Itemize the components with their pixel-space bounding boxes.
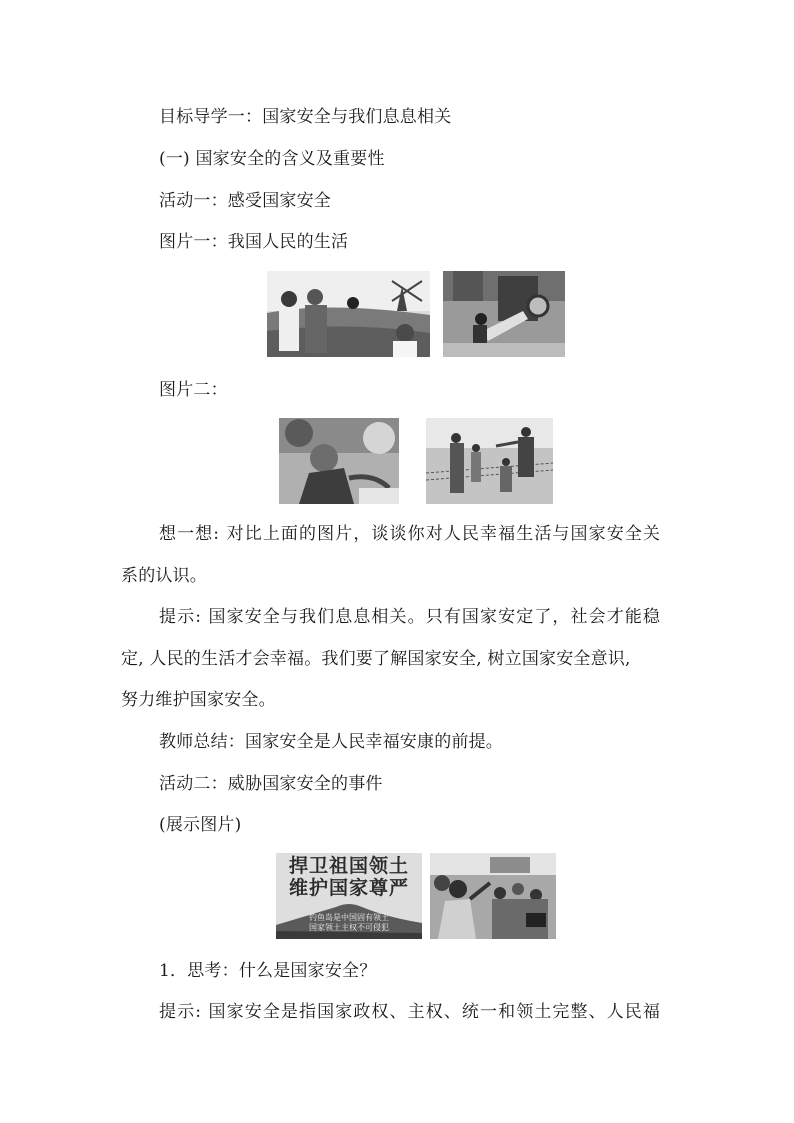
activity-two-title: 活动二：威胁国家安全的事件 xyxy=(159,774,383,794)
photo-crying-child xyxy=(279,418,399,504)
hint-line3: 努力维护国家安全。 xyxy=(121,690,276,710)
banner-small-line1: 钓鱼岛是中国固有领土 xyxy=(309,913,389,922)
hint-line1: 提示: 国家安全与我们息息相关。只有国家安定了，社会才能稳 xyxy=(159,607,662,627)
picture-one-caption: 图片一：我国人民的生活 xyxy=(159,232,349,252)
photo-protest-crowd xyxy=(430,853,556,939)
think-prompt-line1: 想一想: 对比上面的图片，谈谈你对人民幸福生活与国家安全关 xyxy=(159,524,662,544)
banner-title-line1: 捍卫祖国领土 xyxy=(288,855,409,877)
show-pictures-note: (展示图片) xyxy=(159,815,242,835)
heading-goal-one: 目标导学一：国家安全与我们息息相关 xyxy=(159,107,452,127)
photo-playground-slide xyxy=(443,271,565,357)
photo-territory-banner xyxy=(276,853,422,939)
activity-one-title: 活动一：感受国家安全 xyxy=(159,191,331,211)
photo-barbed-wire-refugees xyxy=(426,418,553,504)
heading-meaning: (一) 国家安全的含义及重要性 xyxy=(159,149,385,169)
banner-title-line2: 维护国家尊严 xyxy=(288,877,409,899)
picture-two-caption: 图片二： xyxy=(159,380,228,400)
think-prompt-line2: 系的认识。 xyxy=(121,566,207,586)
question-one-hint: 提示: 国家安全是指国家政权、主权、统一和领土完整、人民福 xyxy=(159,1002,662,1022)
banner-small-line2: 国家领土主权不可侵犯 xyxy=(309,923,389,932)
teacher-summary: 教师总结：国家安全是人民幸福安康的前提。 xyxy=(159,732,503,752)
hint-line2: 定, 人民的生活才会幸福。我们要了解国家安全, 树立国家安全意识, xyxy=(121,649,631,669)
photo-family-field xyxy=(267,271,430,357)
question-one: 1．思考：什么是国家安全？ xyxy=(159,961,377,981)
